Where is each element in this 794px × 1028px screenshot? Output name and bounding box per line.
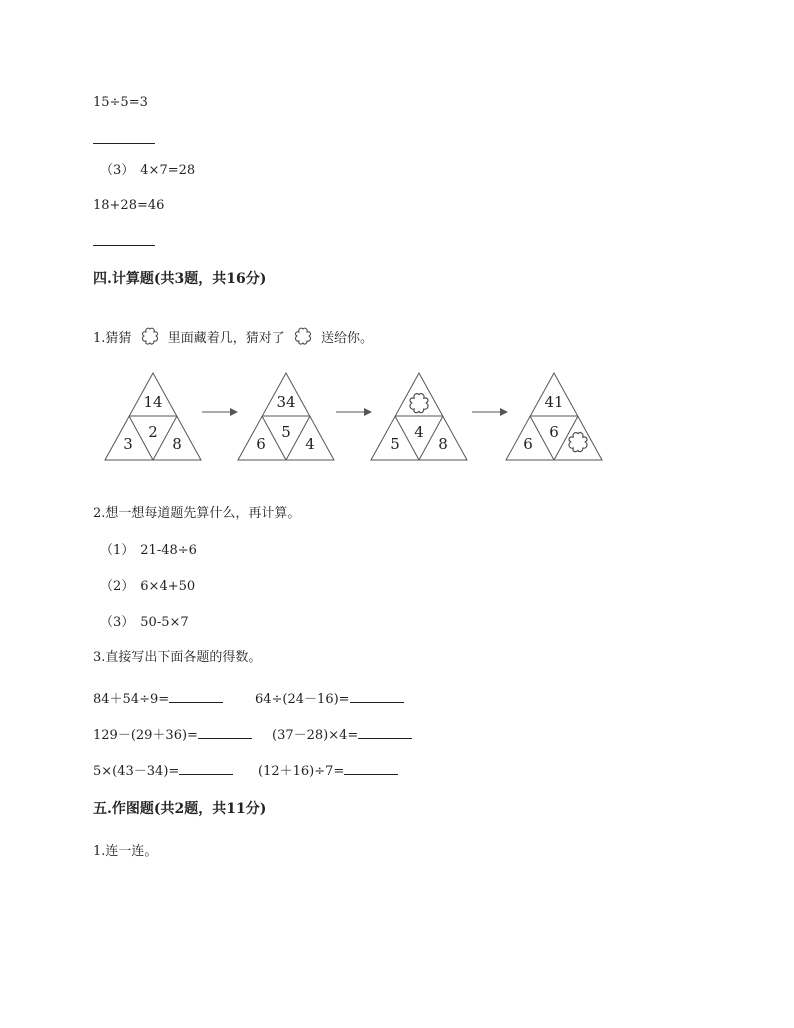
- question-1-text-a: 1.猜猜: [93, 331, 132, 346]
- triangle-1-right: 8: [172, 435, 182, 453]
- question-2-item-expr: 6×4+50: [140, 579, 196, 594]
- q3-expression: 64÷(24－16)=: [255, 692, 350, 707]
- triangle-4-left: 6: [523, 435, 533, 453]
- question-2-item-3: [100, 616, 189, 629]
- q3-expression: (37－28)×4=: [272, 728, 359, 743]
- answer-blank[interactable]: [179, 762, 233, 775]
- q3-row-2-col-2: [272, 726, 412, 742]
- triangle-3-left: 5: [390, 435, 400, 453]
- q3-row-1-col-2: [255, 690, 404, 706]
- q3-row-3-col-1: [93, 762, 233, 778]
- question-1-line: [93, 326, 373, 346]
- triangle-1: [105, 373, 201, 460]
- answer-blank[interactable]: [198, 726, 252, 739]
- triangle-2-mid: 5: [281, 423, 291, 441]
- question-2-item-1: [100, 544, 197, 557]
- section-5-question-1: 1.连一连。: [93, 844, 158, 859]
- answer-blank[interactable]: [344, 762, 398, 775]
- q3-row-3-col-2: [258, 762, 398, 778]
- answer-blank-rule: [93, 143, 155, 144]
- item-3-line: [100, 164, 195, 177]
- triangle-1-mid: 2: [148, 423, 158, 441]
- question-2-item-2: [100, 580, 195, 593]
- triangle-4: [506, 373, 602, 460]
- triangle-3: [371, 373, 467, 460]
- question-2-item-expr: 50-5×7: [140, 615, 189, 630]
- answer-blank[interactable]: [358, 726, 412, 739]
- answer-blank[interactable]: [169, 690, 223, 703]
- answer-line-3: 18+28=46: [93, 198, 165, 213]
- triangle-2-right: 4: [305, 435, 315, 453]
- question-2-item-label: （2）: [100, 579, 135, 594]
- question-2-item-expr: 21-48÷6: [140, 543, 197, 558]
- triangle-3-mid: 4: [414, 423, 424, 441]
- answer-line-1: 15÷5=3: [93, 95, 148, 110]
- question-2-item-label: （3）: [100, 615, 135, 630]
- q3-expression: 129－(29＋36)=: [93, 728, 198, 743]
- item-3-label: （3）: [100, 163, 135, 178]
- triangle-2-left: 6: [256, 435, 266, 453]
- q3-expression: 84＋54÷9=: [93, 692, 170, 707]
- flower-icon: [569, 433, 587, 452]
- triangle-3-right: 8: [438, 435, 448, 453]
- q3-expression: 5×(43－34)=: [93, 764, 180, 779]
- triangle-2-top: 34: [276, 393, 296, 411]
- flower-icon: [140, 326, 160, 346]
- triangle-4-top: 41: [544, 393, 564, 411]
- question-1-text-c: 送给你。: [320, 331, 373, 346]
- answer-blank-rule: [93, 245, 155, 246]
- question-2-title: 2.想一想每道题先算什么，再计算。: [93, 506, 301, 521]
- section-4-heading: 四.计算题(共3题，共16分): [93, 271, 267, 287]
- triangle-4-mid: 6: [549, 423, 559, 441]
- q3-expression: (12＋16)÷7=: [258, 764, 345, 779]
- question-1-text-b: 里面藏着几，猜对了: [167, 331, 285, 346]
- q3-row-1-col-1: [93, 690, 223, 706]
- triangle-2: [238, 373, 334, 460]
- triangle-puzzle-figure: [100, 370, 610, 466]
- triangle-1-top: 14: [143, 393, 163, 411]
- question-2-item-label: （1）: [100, 543, 135, 558]
- section-5-heading: 五.作图题(共2题，共11分): [93, 801, 267, 817]
- q3-row-2-col-1: [93, 726, 252, 742]
- item-3-expr: 4×7=28: [140, 163, 196, 178]
- question-3-title: 3.直接写出下面各题的得数。: [93, 650, 262, 665]
- flower-icon: [410, 394, 428, 413]
- flower-icon: [293, 326, 313, 346]
- triangle-1-left: 3: [123, 435, 133, 453]
- answer-blank[interactable]: [350, 690, 404, 703]
